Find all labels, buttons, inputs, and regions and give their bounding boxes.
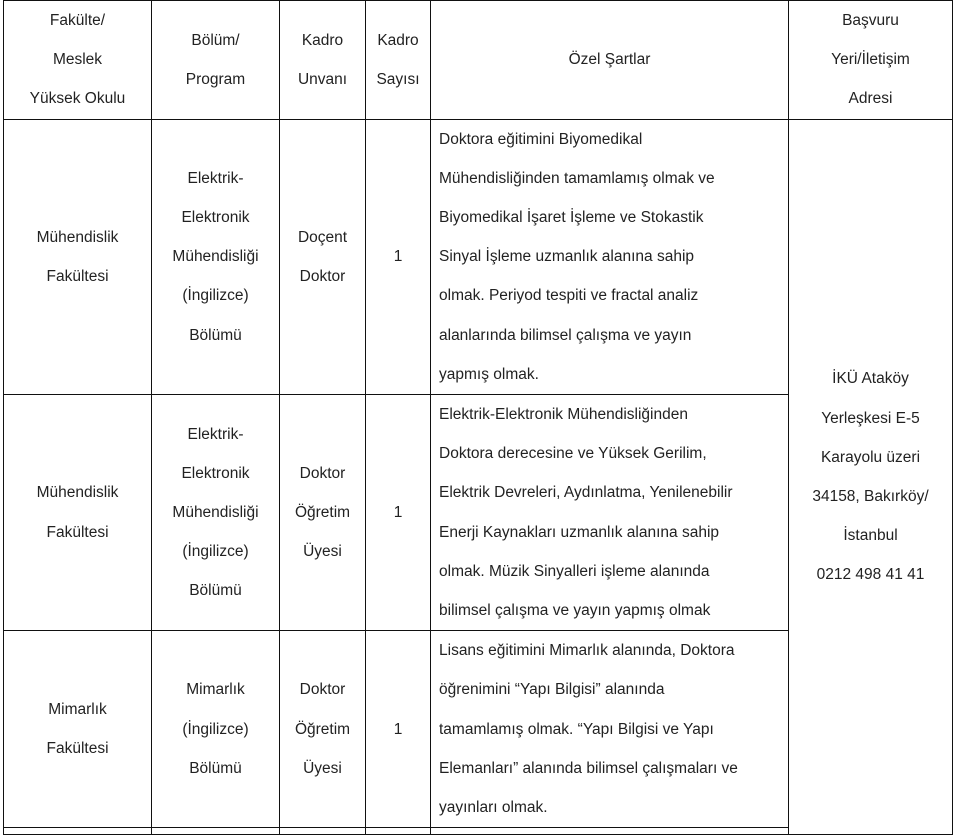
cell-requirements-line: bilimsel çalışma ve yayın yapmış olmak — [439, 602, 711, 620]
cell-requirements-line: Lisans eğitimini Mimarlık alanında, Doktora — [439, 642, 735, 660]
header-faculty-line: Yüksek Okulu — [29, 90, 126, 108]
cell-requirements-line: Sinyal İşleme uzmanlık alanına sahip — [439, 248, 695, 266]
cell-requirements-line: Enerji Kaynakları uzmanlık alanına sahip — [439, 523, 720, 541]
cell-empty — [4, 828, 152, 835]
cell-requirements-line: Elektrik Devreleri, Aydınlatma, Yenilenebilir — [439, 484, 733, 502]
cell-requirements-line: alanlarında bilimsel çalışma ve yayın — [439, 326, 692, 344]
cell-title-line: Doktor — [299, 267, 346, 285]
cell-department — [152, 119, 280, 394]
header-title — [280, 1, 366, 120]
header-faculty — [4, 1, 152, 120]
header-count-line: Kadro — [377, 31, 419, 49]
cell-title-line: Üyesi — [303, 543, 342, 561]
cell-count — [366, 119, 431, 394]
header-contact-line: Başvuru — [842, 12, 899, 29]
cell-faculty-line: Mühendislik — [36, 228, 119, 246]
cell-title-line: Öğretim — [294, 720, 351, 738]
cell-title-line: Doçent — [297, 228, 348, 246]
cell-title-line: Doktor — [299, 464, 346, 482]
cell-contact-line: 0212 498 41 41 — [816, 566, 925, 584]
cell-requirements-line: olmak. Periyod tespiti ve fractal analiz — [439, 287, 699, 305]
cell-contact — [789, 119, 953, 835]
cell-department-line: Elektrik- — [187, 425, 244, 443]
cell-requirements-line: Mühendisliğinden tamamlamış olmak ve — [439, 169, 715, 187]
cell-title-line: Üyesi — [303, 759, 342, 777]
cell-contact-line: Karayolu üzeri — [820, 448, 921, 466]
cell-title-line: Öğretim — [294, 504, 351, 522]
cell-requirements-line: yapmış olmak. — [439, 365, 539, 383]
cell-department-line: Bölümü — [189, 582, 242, 600]
cell-requirements-line: olmak. Müzik Sinyalleri işleme alanında — [439, 562, 710, 580]
table-row — [4, 119, 953, 394]
cell-faculty — [4, 631, 152, 828]
cell-requirements-line: tamamlamış olmak. “Yapı Bilgisi ve Yapı — [439, 720, 714, 738]
cell-count-value: 1 — [393, 504, 403, 522]
cell-requirements — [431, 119, 789, 394]
header-faculty-line: Fakülte/ — [49, 12, 106, 29]
cell-title — [280, 631, 366, 828]
header-contact — [789, 1, 953, 120]
cell-department-line: Elektrik- — [187, 169, 244, 187]
cell-faculty — [4, 395, 152, 631]
cell-empty — [366, 828, 431, 835]
table-header-row — [4, 1, 953, 120]
header-title-line: Unvanı — [297, 70, 348, 88]
cell-department — [152, 631, 280, 828]
cell-department-line: Mühendisliği — [172, 504, 259, 522]
header-requirements-line: Özel Şartlar — [568, 51, 651, 69]
header-department — [152, 1, 280, 120]
cell-requirements — [431, 395, 789, 631]
cell-contact-line: Yerleşkesi E-5 — [821, 409, 920, 427]
cell-empty — [280, 828, 366, 835]
cell-contact-line: İKÜ Ataköy — [832, 370, 909, 388]
cell-requirements-line: Elektrik-Elektronik Mühendisliğinden — [439, 406, 688, 424]
cell-requirements-line: Biyomedikal İşaret İşleme ve Stokastik — [439, 209, 704, 227]
cell-count-value: 1 — [393, 720, 403, 738]
cell-empty — [152, 828, 280, 835]
cell-requirements-line: Doktora eğitimini Biyomedikal — [439, 130, 643, 148]
cell-department-line: (İngilizce) — [182, 543, 249, 561]
cell-requirements — [431, 631, 789, 828]
header-title-line: Kadro — [301, 31, 344, 49]
cell-faculty-line: Mühendislik — [36, 484, 119, 502]
cell-department-line: Bölümü — [189, 759, 242, 777]
cell-requirements-line: yayınları olmak. — [439, 799, 548, 817]
header-contact-line: Yeri/İletişim — [831, 51, 910, 69]
header-count-line: Sayısı — [376, 70, 420, 88]
cell-count-value: 1 — [393, 248, 403, 266]
cell-department-line: (İngilizce) — [182, 720, 249, 738]
cell-count — [366, 631, 431, 828]
cell-faculty-line: Fakültesi — [46, 267, 109, 285]
header-department-line: Bölüm/ — [191, 31, 240, 49]
cell-title — [280, 119, 366, 394]
job-postings-table — [3, 0, 953, 835]
header-requirements — [431, 1, 789, 120]
cell-faculty-line: Mimarlık — [48, 701, 107, 719]
cell-department-line: Mimarlık — [186, 681, 245, 699]
cell-requirements-line: Doktora derecesine ve Yüksek Gerilim, — [439, 445, 707, 463]
cell-department — [152, 395, 280, 631]
cell-faculty-line: Fakültesi — [46, 523, 109, 541]
header-count — [366, 1, 431, 120]
cell-contact-line: İstanbul — [843, 527, 898, 545]
header-contact-line: Adresi — [848, 90, 893, 108]
cell-department-line: Mühendisliği — [172, 248, 259, 266]
cell-department-line: Elektronik — [181, 209, 250, 227]
cell-department-line: (İngilizce) — [182, 287, 249, 305]
cell-requirements-line: öğrenimini “Yapı Bilgisi” alanında — [439, 681, 665, 699]
header-faculty-line: Meslek — [52, 51, 103, 69]
cell-empty — [431, 828, 789, 835]
cell-faculty-line: Fakültesi — [46, 740, 109, 758]
cell-faculty — [4, 119, 152, 394]
cell-title — [280, 395, 366, 631]
header-department-line: Program — [185, 70, 246, 88]
cell-department-line: Elektronik — [181, 464, 250, 482]
cell-contact-line: 34158, Bakırköy/ — [812, 487, 929, 505]
cell-count — [366, 395, 431, 631]
cell-title-line: Doktor — [299, 681, 346, 699]
cell-requirements-line: Elemanları” alanında bilimsel çalışmaları ve — [439, 759, 738, 777]
cell-department-line: Bölümü — [189, 326, 242, 344]
